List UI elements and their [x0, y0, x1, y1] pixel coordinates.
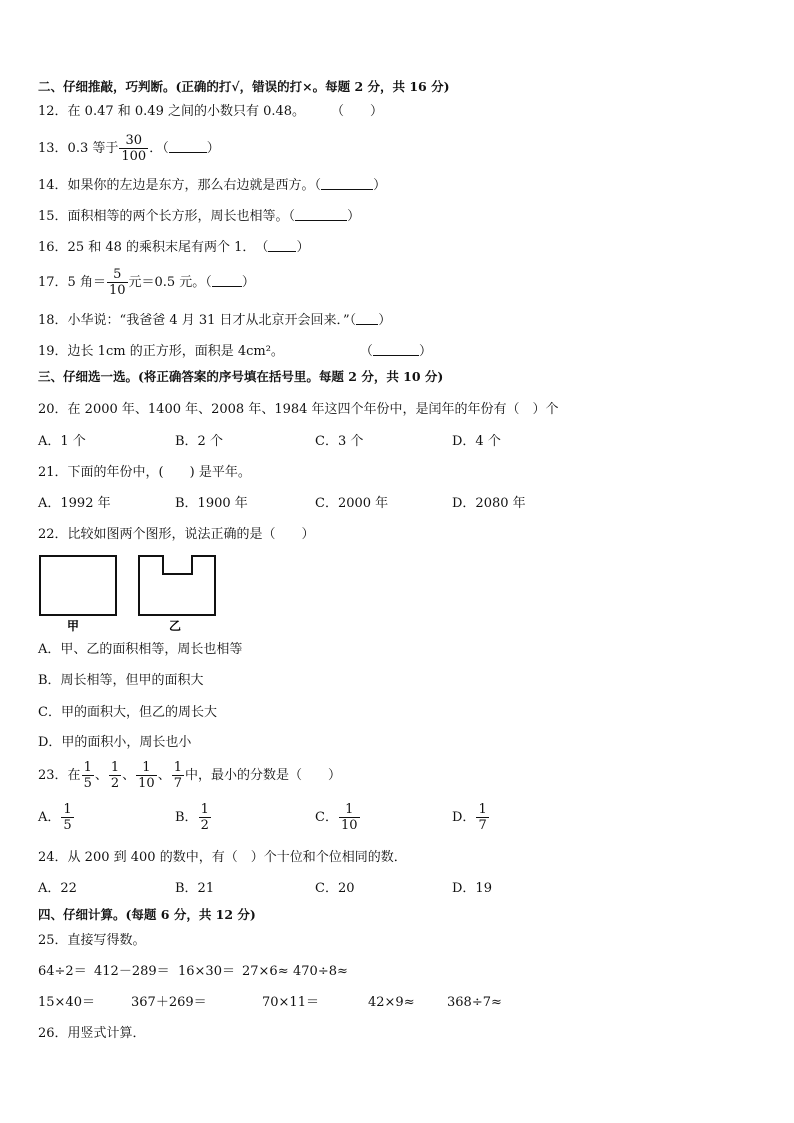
calc-item: 470÷8≈	[293, 964, 348, 979]
option-c[interactable]: C．甲的面积大，但乙的周长大	[38, 705, 217, 720]
question-number: 13．	[38, 141, 68, 156]
question-text: 0.3 等于	[67, 141, 119, 156]
figure-label-a: 甲	[67, 619, 80, 633]
figure-label-b: 乙	[169, 619, 182, 633]
question-number: 19．	[38, 344, 68, 359]
calc-item: 367＋269＝	[131, 995, 207, 1010]
option-d[interactable]: D．甲的面积小，周长也小	[38, 735, 192, 750]
fraction-denominator: 5	[63, 818, 72, 833]
question-25	[38, 933, 146, 949]
separator: 、	[122, 768, 136, 783]
question-20	[38, 402, 559, 418]
paren-close: ）	[241, 275, 255, 290]
option-a[interactable]	[38, 802, 75, 833]
question-23	[38, 760, 341, 794]
fraction-denominator: 100	[121, 149, 147, 164]
question-21	[38, 465, 251, 481]
option-c[interactable]: C．2000 年	[315, 496, 389, 511]
option-d[interactable]: D．4 个	[452, 434, 501, 449]
question-text: 面积相等的两个长方形，周长也相等。（	[67, 209, 296, 224]
option-letter: C．	[315, 810, 338, 825]
notched-shape-b	[139, 556, 215, 615]
question-24	[38, 850, 407, 866]
calc-item: 70×11＝	[262, 995, 319, 1010]
question-text: 小华说：“我爸爸 4 月 31 日才从北京开会回来．”（	[67, 313, 357, 328]
answer-blank[interactable]	[373, 343, 419, 356]
option-b[interactable]: B．周长相等，但甲的面积大	[38, 673, 204, 688]
question-12	[38, 104, 383, 120]
question-text: 在 0.47 和 0.49 之间的小数只有 0.48。	[67, 104, 306, 119]
fraction-numerator: 5	[107, 267, 128, 283]
question-number: 15．	[38, 209, 68, 224]
question-number: 21．	[38, 465, 68, 480]
question-18	[38, 312, 391, 329]
option-d[interactable]: D．2080 年	[452, 496, 526, 511]
question-text: 边长 1cm 的正方形，面积是 4cm²。	[67, 344, 284, 359]
question-text: 下面的年份中，( ) 是平年。	[67, 465, 251, 480]
fraction-denominator: 2	[110, 776, 120, 791]
question-13	[38, 133, 220, 167]
question-22	[38, 527, 315, 543]
paren-close: ）	[206, 141, 220, 156]
question-14	[38, 177, 386, 194]
question-text: 5 角＝	[67, 275, 106, 290]
question-number: 25．	[38, 933, 68, 948]
question-text: 从 200 到 400 的数中，有（ ）个十位和个位相同的数．	[67, 850, 407, 865]
fraction-numerator: 30	[119, 133, 148, 149]
option-b[interactable]: B．21	[175, 881, 215, 896]
fraction	[61, 802, 73, 833]
option-d[interactable]: D．19	[452, 881, 492, 896]
fraction-denominator: 7	[173, 776, 182, 791]
paren-close: ）	[373, 178, 387, 193]
option-a[interactable]: A．22	[38, 881, 77, 896]
paren-open: （	[359, 344, 373, 359]
question-text: 如果你的左边是东方，那么右边就是西方。（	[67, 178, 322, 193]
question-number: 20．	[38, 402, 68, 417]
option-letter: D．	[452, 810, 476, 825]
fraction	[199, 802, 211, 833]
question-number: 12．	[38, 104, 68, 119]
calc-item: 27×6≈	[242, 964, 289, 979]
calc-item: 412－289＝	[94, 964, 170, 979]
fraction-numerator: 1	[83, 760, 92, 775]
fraction-numerator: 1	[200, 802, 209, 817]
answer-blank[interactable]	[268, 239, 296, 252]
calc-item: 368÷7≈	[447, 995, 502, 1010]
question-text: 在	[67, 768, 81, 783]
fraction	[82, 760, 94, 791]
question-number: 22．	[38, 527, 68, 542]
calc-item: 64÷2＝	[38, 964, 87, 979]
paren-close: ）	[378, 313, 392, 328]
fraction-denominator: 10	[138, 776, 155, 791]
section-2-header: 二、仔细推敲，巧判断。(正确的打√，错误的打×。每题 2 分，共 16 分)	[38, 79, 450, 94]
fraction-numerator: 1	[63, 802, 72, 817]
answer-blank[interactable]	[169, 140, 207, 153]
fraction-numerator: 1	[136, 760, 157, 776]
fraction	[109, 760, 121, 791]
calc-item: 15×40＝	[38, 995, 95, 1010]
fraction-numerator: 1	[339, 802, 360, 818]
section-3-header: 三、仔细选一选。(将正确答案的序号填在括号里。每题 2 分，共 10 分)	[38, 369, 444, 384]
fraction	[107, 267, 128, 298]
fraction	[136, 760, 157, 791]
paren-close: ）	[347, 209, 361, 224]
calc-item: 42×9≈	[368, 995, 415, 1010]
paren-close: ）	[418, 344, 432, 359]
question-text: 在 2000 年、1400 年、2008 年、1984 年这四个年份中，是闰年的年份有（ ）个	[67, 402, 559, 417]
question-number: 26．	[38, 1026, 68, 1041]
fraction-numerator: 1	[478, 802, 487, 817]
fraction	[339, 802, 360, 833]
question-text: 用竖式计算．	[67, 1026, 146, 1041]
question-number: 23．	[38, 768, 68, 783]
fraction-numerator: 1	[110, 760, 120, 775]
separator: 、	[157, 768, 171, 783]
fraction-denominator: 10	[340, 818, 358, 833]
fraction-denominator: 5	[83, 776, 92, 791]
option-c[interactable]: C．3 个	[315, 434, 364, 449]
paren-close: ）	[296, 240, 310, 255]
answer-blank[interactable]	[356, 312, 378, 325]
shapes-figure	[36, 552, 226, 634]
option-d[interactable]	[452, 802, 490, 833]
option-letter: B．	[175, 810, 198, 825]
option-a[interactable]: A．1992 年	[38, 496, 111, 511]
question-text: 25 和 48 的乘积末尾有两个 1． （	[67, 240, 269, 255]
answer-blank[interactable]	[295, 208, 347, 221]
fraction	[476, 802, 488, 833]
question-16	[38, 239, 309, 256]
fraction-denominator: 7	[478, 818, 487, 833]
fraction-denominator: 10	[108, 283, 126, 298]
option-c[interactable]	[315, 802, 361, 833]
fraction	[172, 760, 184, 791]
option-b[interactable]: B．1900 年	[175, 496, 248, 511]
question-text: 直接写得数。	[67, 933, 146, 948]
answer-blank[interactable]	[212, 274, 242, 287]
question-17	[38, 267, 255, 301]
option-a[interactable]: A．1 个	[38, 434, 86, 449]
option-b[interactable]: B．2 个	[175, 434, 223, 449]
question-number: 18．	[38, 313, 68, 328]
calc-item: 16×30＝	[178, 964, 235, 979]
answer-paren: （ ）	[331, 104, 384, 119]
question-text: 比较如图两个图形，说法正确的是（ ）	[67, 527, 315, 542]
question-15	[38, 208, 360, 225]
fraction	[119, 133, 148, 164]
fraction-numerator: 1	[173, 760, 182, 775]
question-number: 24．	[38, 850, 68, 865]
question-number: 14．	[38, 178, 68, 193]
option-letter: A．	[38, 810, 61, 825]
question-26	[38, 1026, 146, 1042]
question-text-post: 中，最小的分数是（ ）	[185, 768, 342, 783]
question-number: 16．	[38, 240, 68, 255]
option-b[interactable]	[175, 802, 212, 833]
question-19	[38, 343, 432, 360]
fraction-denominator: 2	[200, 818, 209, 833]
section-4-header: 四、仔细计算。(每题 6 分，共 12 分)	[38, 907, 256, 922]
question-text-post: ．（	[149, 141, 169, 156]
option-a[interactable]: A．甲、乙的面积相等，周长也相等	[38, 642, 243, 657]
separator: 、	[94, 768, 108, 783]
answer-blank[interactable]	[321, 177, 373, 190]
option-c[interactable]: C．20	[315, 881, 355, 896]
rectangle-shape-a	[40, 556, 116, 615]
question-number: 17．	[38, 275, 68, 290]
question-text-post: 元＝0.5 元。（	[128, 275, 212, 290]
